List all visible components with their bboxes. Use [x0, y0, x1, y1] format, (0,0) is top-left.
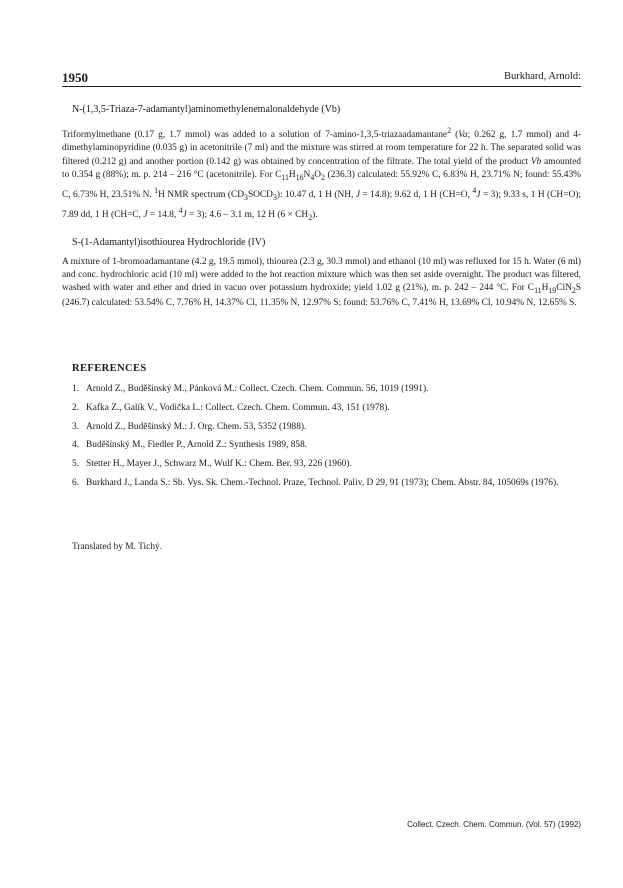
- page-number: 1950: [62, 70, 88, 85]
- reference-item: 5. Stetter H., Mayer J., Schwarz M., Wulf K.: Chem. Ber. 93, 226 (1960).: [72, 459, 352, 470]
- reference-item: 1. Arnold Z., Buděšínský M., Pánková M.: Collect. Czech. Chem. Commun. 56, 1019 (1991).: [72, 384, 429, 394]
- page-footer: Collect. Czech. Chem. Commun. (Vol. 57) (1992): [407, 820, 581, 829]
- section-heading-vb: N-(1,3,5-Triaza-7-adamantyl)aminomethylenemalonaldehyde (Vb): [72, 104, 341, 115]
- translator-note: Translated by M. Tichý.: [72, 542, 163, 552]
- reference-item: 2. Kafka Z., Galík V., Vodička L.: Collect. Czech. Chem. Commun. 43, 151 (1978).: [72, 402, 390, 413]
- page-header: [62, 70, 581, 87]
- paragraph-iv: A mixture of 1-bromoadamantane (4.2 g, 19.5 mmol), thiourea (2.3 g, 30.3 mmol) and ethanol (10 ml) was refluxed for 15 h. Water (6 ml) and conc. hydrochloric acid (10 ml) were added to the hot reaction mixture which was then set aside overnight. The product was filtered, washed with water and ether and dried in vacuo over potassium hydroxide; yield 1.02 g (21%), m. p. 242 – 244 °C. For $C_{11}H_{19}ClN_2S$ (246.7) calculated: 53.54% C, 7.76% H, 14.37% Cl, 11.35% N, 12.97% S; found: 53.76% C, 7.41% H, 13.69% Cl, 10.94% N, 12.65% S.: [62, 257, 581, 309]
- section-heading-iv: S-(1-Adamantyl)isothiourea Hydrochloride (IV): [72, 237, 266, 248]
- reference-item: 4. Buděšínský M., Fiedler P., Arnold Z.: Synthesis 1989, 858.: [72, 440, 308, 451]
- reference-item: 6. Burkhard J., Landa S.: Sb. Vys. Sk. Chem.-Technol. Praze, Technol. Paliv, D 29, 91 (1973); Chem. Abstr. 84, 105069s (1976).: [72, 477, 559, 488]
- paragraph-vb: Triformylmethane (0.17 g, 1.7 mmol) was added to a solution of 7-amino-1,3,5-triazaadamantane$^2$ (Va; 0.262 g, 1.7 mmol) and 4-dimethylaminopyridine (0.035 g) in acetonitrile (7 ml) and the mixture was stirred at room temperature for 22 h. The separated solid was filtered (0.212 g) and another portion (0.142 g) was obtained by concentration of the filtrate. The total yield of the product Vb amounted to 0.354 g (88%); m. p. 214 – 216 °C (acetonitrile). For $C_{11}H_{16}N_4O_2$ (236.3) calculated: 55.92% C, 6.83% H, 23.71% N; found: 55.43% C, 6.73% H, 23.51% N. $^1$H NMR spectrum $(CD_3SOCD_3)$: 10.47 d, 1 H (NH, J = 14.8); 9.62 d, 1 H (CH=O, $^4$J = 3); 9.33 s, 1 H (CH=O); 7.89 dd, 1 H (CH=C, J = 14.8, $^4$J = 3); 4.6 – 3.1 m, 12 H $(6 \times CH_2)$.: [62, 126, 582, 223]
- references-title: REFERENCES: [72, 363, 147, 374]
- reference-item: 3. Arnold Z., Buděšínský M.: J. Org. Chem. 53, 5352 (1988).: [72, 421, 307, 432]
- running-head: Burkhard, Arnold:: [504, 71, 581, 82]
- references-list: [72, 383, 580, 496]
